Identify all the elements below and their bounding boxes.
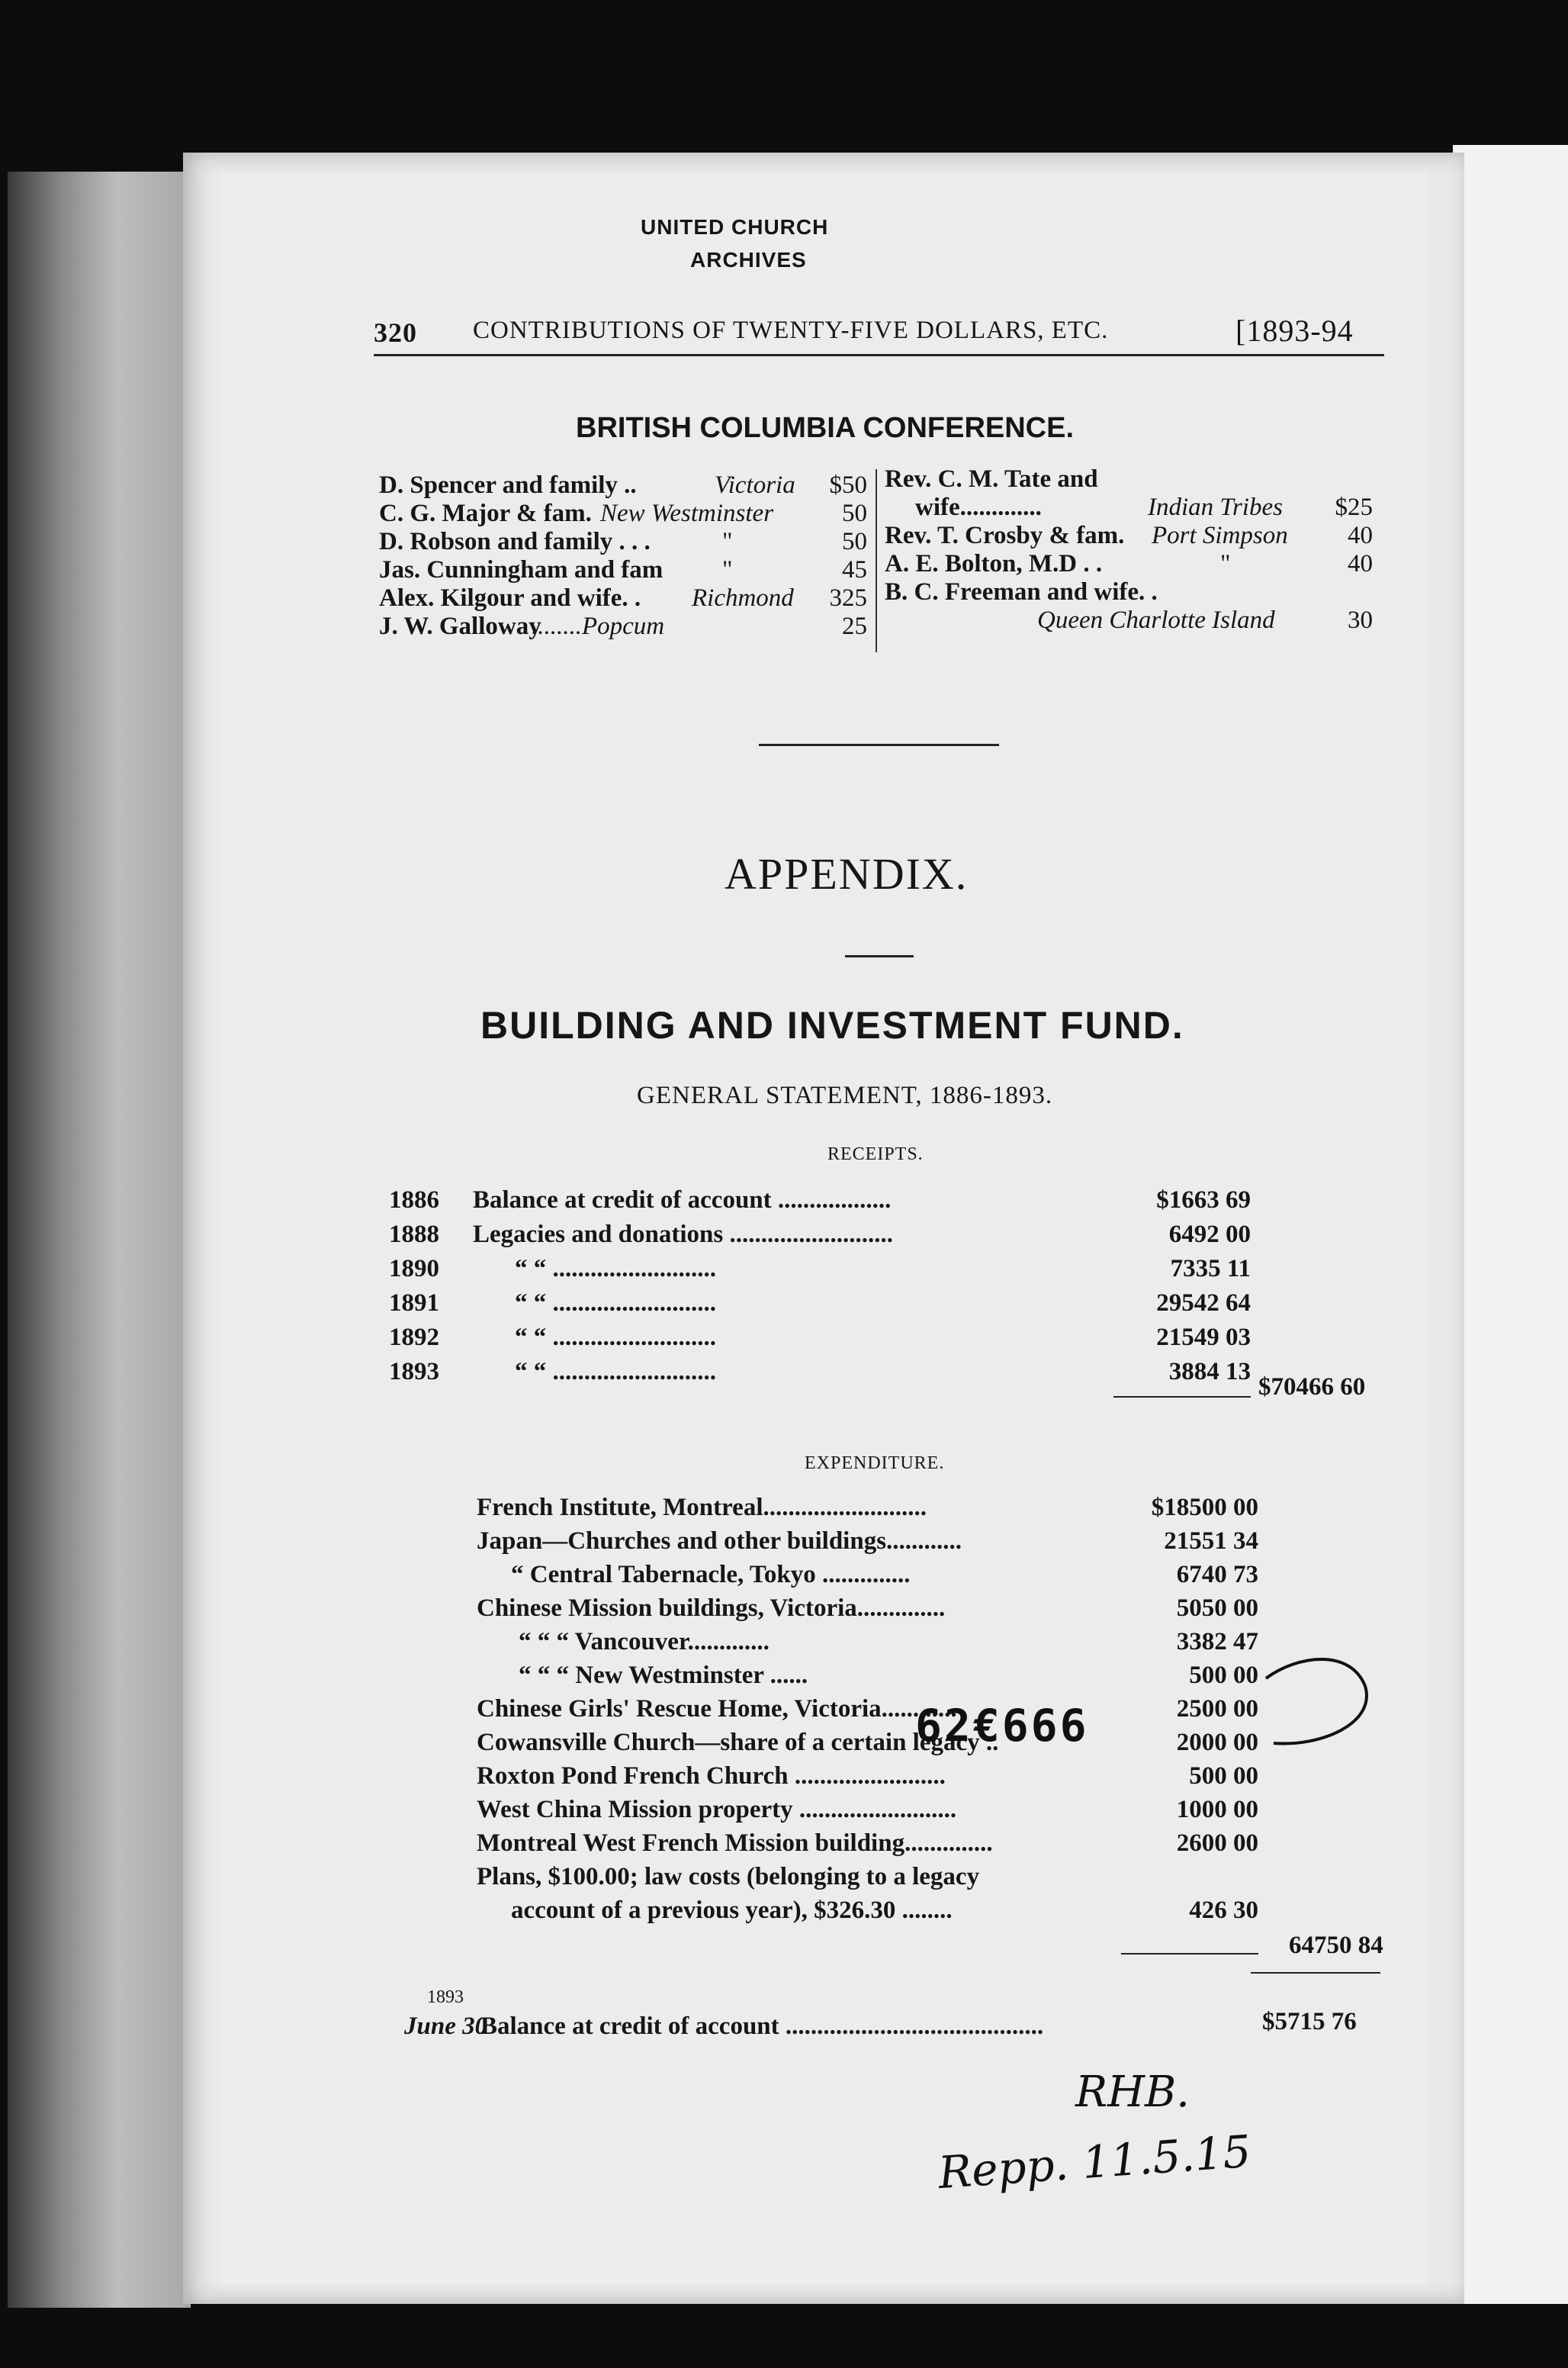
list-item: C. G. Major & fam. New Westminster 50: [379, 500, 867, 527]
table-row: Roxton Pond French Church ........................ 500 00: [477, 1762, 1258, 1790]
archive-stamp-line2: ARCHIVES: [690, 248, 807, 272]
table-row: Montreal West French Mission building.............. 2600 00: [477, 1829, 1258, 1857]
expenditure-total: 64750 84: [1289, 1932, 1383, 1959]
balance-amount: $5715 76: [1262, 2008, 1357, 2035]
page-number: 320: [374, 317, 417, 348]
table-row: Cowansville Church—share of a certain legacy .. 2000 00: [477, 1729, 1258, 1756]
handwritten-number: 62€666: [915, 1700, 1089, 1752]
total-rule: [1251, 1972, 1380, 1974]
table-row: “ “ “ New Westminster ...... 500 00: [519, 1662, 1258, 1689]
list-item: Alex. Kilgour and wife. . Richmond 325: [379, 584, 867, 612]
handwritten-initials: RHB.: [1075, 2067, 1190, 2117]
table-row: 1888 Legacies and donations .......................... 6492 00: [389, 1221, 1251, 1248]
list-item: Queen Charlotte Island 30: [1037, 606, 1373, 634]
fund-subtitle: GENERAL STATEMENT, 1886-1893.: [637, 1082, 1053, 1109]
table-row: 1892 “ “ .......................... 21549 03: [389, 1324, 1251, 1351]
table-row: 1890 “ “ .......................... 7335 11: [389, 1255, 1251, 1282]
handwritten-mark: [1251, 1648, 1388, 1785]
list-item: Rev. T. Crosby & fam. Port Simpson 40: [885, 522, 1373, 549]
balance-date: June 30: [404, 2012, 488, 2040]
list-item: B. C. Freeman and wife. .: [885, 578, 1158, 606]
bc-right-column: [885, 465, 1373, 635]
receipts-total: $70466 60: [1258, 1373, 1366, 1401]
table-row: “ Central Tabernacle, Tokyo .............. 6740 73: [511, 1561, 1258, 1588]
table-row: 1893 “ “ .......................... 3884 13: [389, 1358, 1251, 1385]
list-item: J. W. Galloway ........Popcum 25: [379, 613, 867, 640]
section-rule: [759, 744, 999, 746]
balance-label: Balance at credit of account .........................................: [480, 2012, 1044, 2040]
column-divider: [876, 469, 877, 652]
list-item: D. Spencer and family .. Victoria $50: [379, 471, 867, 499]
table-row: “ “ “ Vancouver............. 3382 47: [519, 1628, 1258, 1655]
running-year: [1893-94: [1235, 314, 1354, 348]
list-item: Jas. Cunningham and fam " 45: [379, 556, 867, 584]
expenditure-sum-rule: [1121, 1953, 1258, 1955]
table-row: Japan—Churches and other buildings............ 21551 34: [477, 1527, 1258, 1555]
background-panel: [1453, 145, 1568, 2304]
appendix-title: APPENDIX.: [725, 849, 969, 899]
table-row: 1886 Balance at credit of account .................. $1663 69: [389, 1186, 1251, 1214]
header-rule: [374, 354, 1384, 356]
table-row: Chinese Girls' Rescue Home, Victoria............ 2500 00: [477, 1695, 1258, 1723]
list-item: D. Robson and family . . . " 50: [379, 528, 867, 555]
table-row: Plans, $100.00; law costs (belonging to a legacy: [477, 1863, 980, 1890]
running-title: CONTRIBUTIONS OF TWENTY-FIVE DOLLARS, ETC.: [473, 317, 1109, 344]
receipts-sum-rule: [1113, 1396, 1251, 1398]
handwritten-reference: Repp. 11.5.15: [937, 2125, 1253, 2199]
table-row: account of a previous year), $326.30 ........ 426 30: [511, 1897, 1258, 1924]
table-row: West China Mission property ......................... 1000 00: [477, 1796, 1258, 1823]
table-row: 1891 “ “ .......................... 29542 64: [389, 1289, 1251, 1317]
bc-left-column: [379, 471, 867, 641]
list-item: wife............. Indian Tribes $25: [915, 494, 1373, 521]
table-row: Chinese Mission buildings, Victoria.............. 5050 00: [477, 1594, 1258, 1622]
receipts-table: [389, 1186, 1251, 1392]
book-page-edges: [8, 172, 191, 2308]
table-row: French Institute, Montreal.......................... $18500 00: [477, 1494, 1258, 1521]
list-item: A. E. Bolton, M.D . . " 40: [885, 550, 1373, 578]
archive-stamp-line1: UNITED CHURCH: [641, 215, 829, 239]
fund-title: BUILDING AND INVESTMENT FUND.: [480, 1004, 1184, 1047]
receipts-heading: RECEIPTS.: [827, 1144, 924, 1164]
balance-year: 1893: [427, 1987, 464, 2007]
list-item: Rev. C. M. Tate and: [885, 465, 1098, 493]
expenditure-table: [477, 1494, 1258, 1930]
appendix-rule: [845, 955, 914, 957]
expenditure-heading: EXPENDITURE.: [805, 1453, 945, 1473]
conference-title: BRITISH COLUMBIA CONFERENCE.: [576, 412, 1075, 444]
